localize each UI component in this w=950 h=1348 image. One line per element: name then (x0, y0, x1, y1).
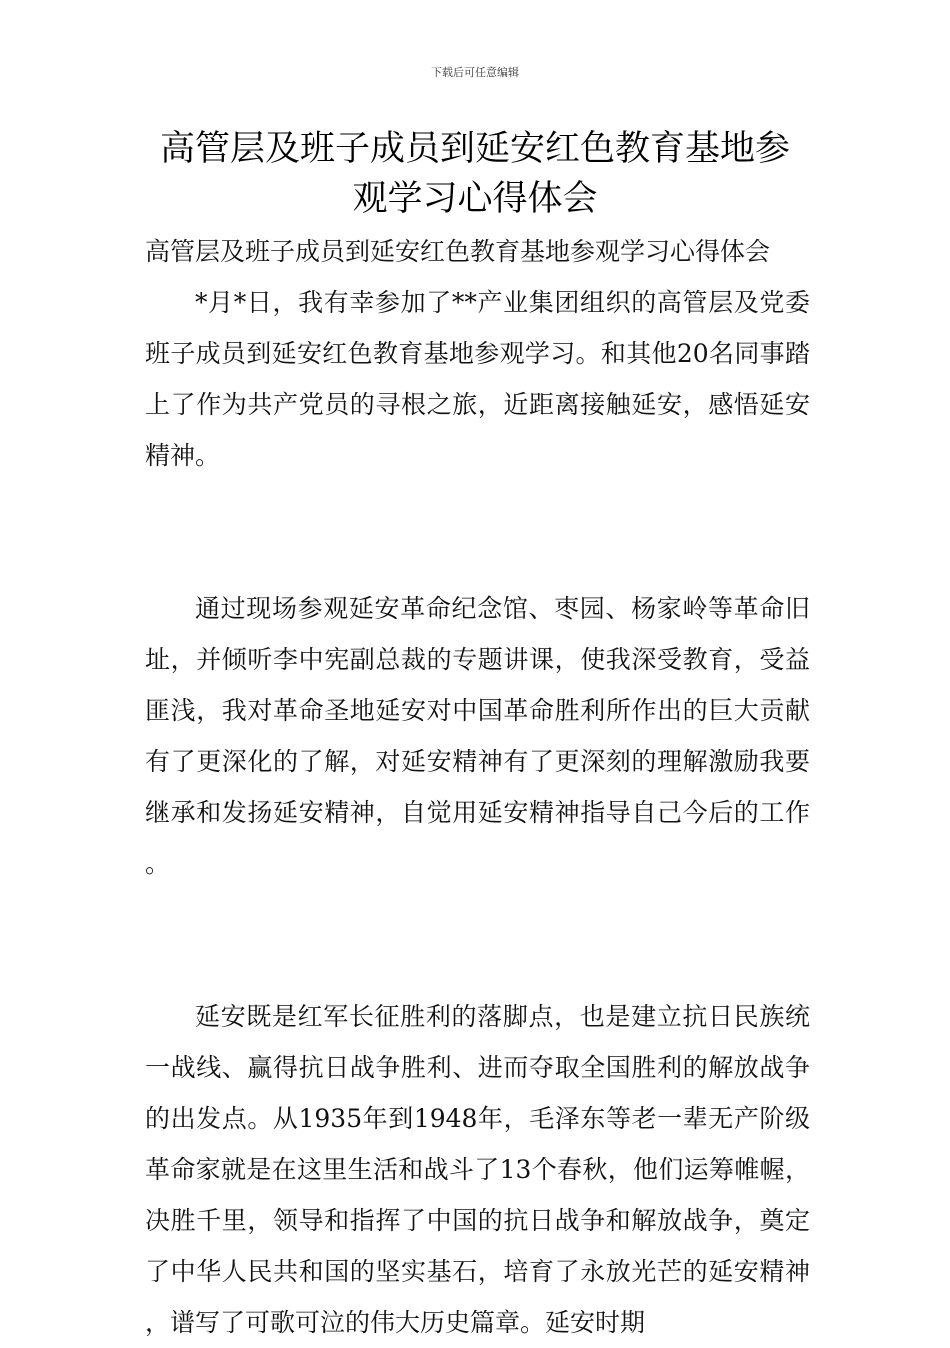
subtitle-line: 高管层及班子成员到延安红色教育基地参观学习心得体会 (145, 237, 771, 266)
paragraph-3: 延安既是红军长征胜利的落脚点，也是建立抗日民族统一战线、赢得抗日战争胜利、进而夺取全国胜利的解放战争的出发点。从1935年到1948年，毛泽东等老一辈无产阶级革命家就是在这里生活和战斗了13个春秋，他们运筹帷幄，决胜千里，领导和指挥了中国的抗日战争和解放战争，奠定了中华人民共和国的坚实基石，培育了永放光芒的延安精神，谱写了可歌可泣的伟大历史篇章。延安时期 (145, 1002, 810, 1337)
document-body (145, 226, 810, 1348)
document-title: 高管层及班子成员到延安红色教育基地参观学习心得体会 (159, 129, 790, 219)
paragraph-2: 通过现场参观延安革命纪念馆、枣园、杨家岭等革命旧址，并倾听李中宪副总裁的专题讲课，使我深受教育，受益匪浅，我对革命圣地延安对中国革命胜利所作出的巨大贡献有了更深化的了解，对延安精神有了更深刻的理解激励我要继承和发扬延安精神，自觉用延安精神指导自己今后的工作。 (145, 594, 810, 878)
header-note: 下载后可任意编辑 (431, 66, 519, 79)
paragraph-spacer (145, 481, 810, 583)
paragraph-spacer (145, 889, 810, 991)
paragraph-1: *月*日，我有幸参加了**产业集团组织的高管层及党委班子成员到延安红色教育基地参观学习。和其他20名同事踏上了作为共产党员的寻根之旅，近距离接触延安，感悟延安精神。 (145, 288, 810, 470)
